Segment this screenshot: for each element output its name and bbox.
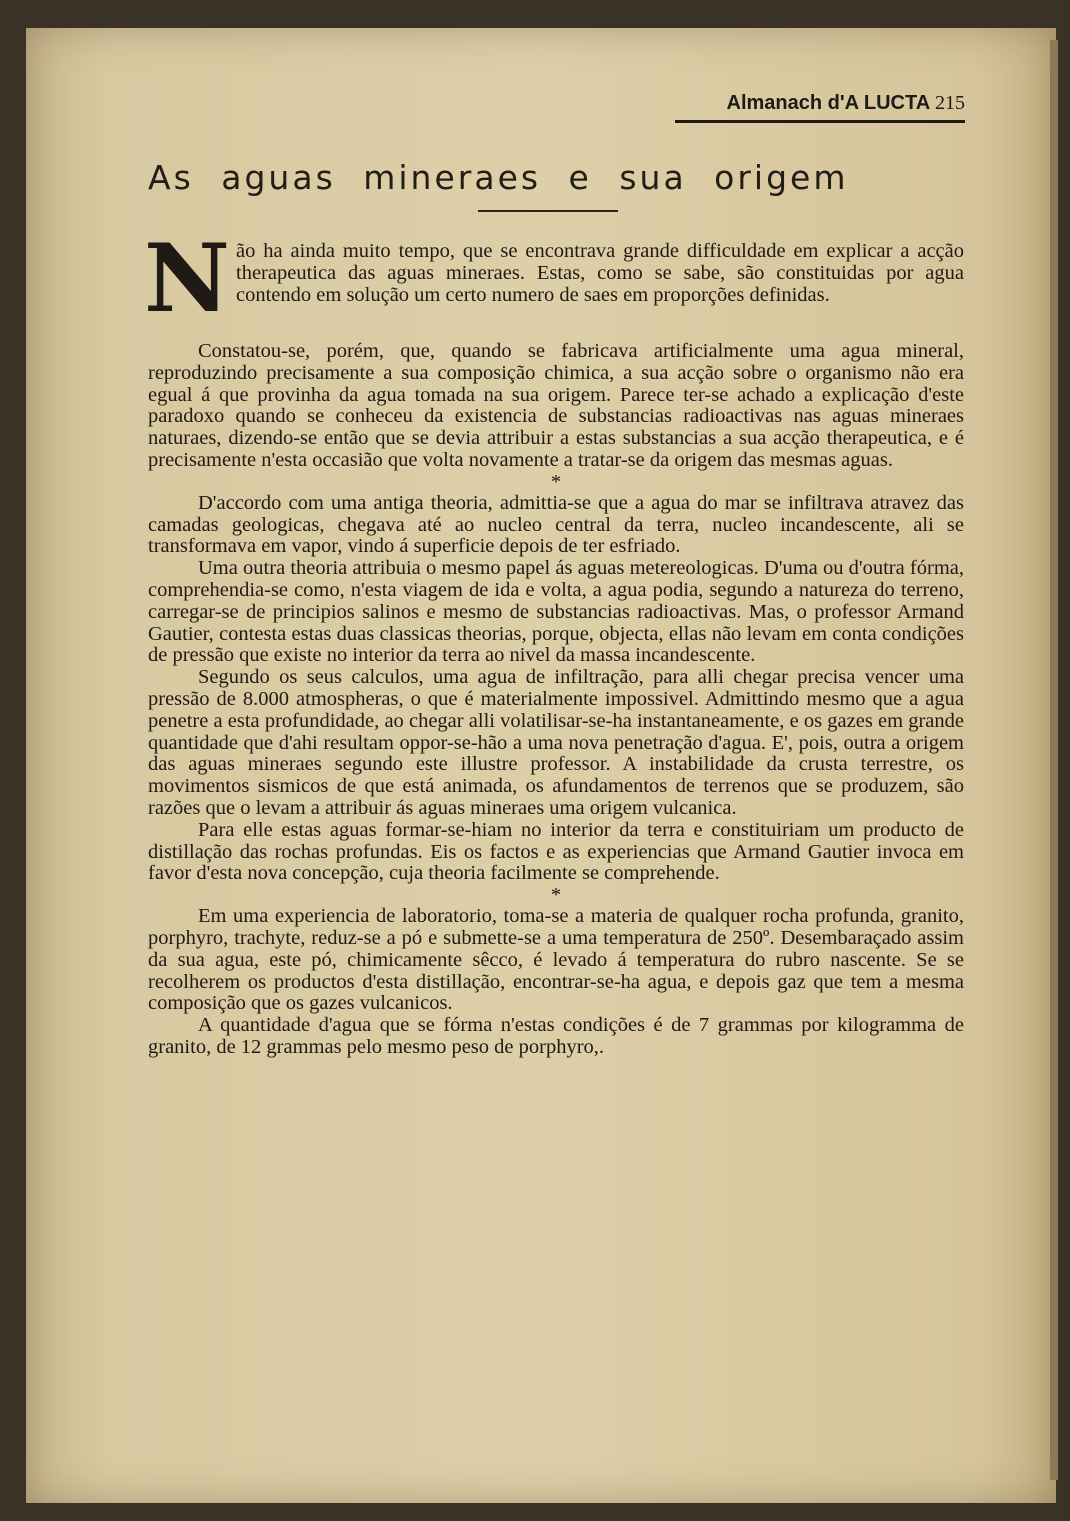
running-title: Almanach d'A LUCTA [726,92,930,114]
article-title: As aguas mineraes e sua origem [148,158,849,197]
drop-capital: N [144,224,230,334]
paragraph: Uma outra theoria attribuia o mesmo papel ás aguas metereologicas. D'uma ou d'outra fórma, comprehendia-se como, n'esta viagem de ida e volta, a agua podia, segundo a natureza do terreno, carregar-se de principios salinos e mesmo de substancias radioactivas. Mas, o professor Armand Gautier, contesta estas duas classicas theorias, porque, objecta, ellas não levam em conta condições de pressão que existe no interior da terra ao nivel da massa incandescente. [148,557,964,667]
section-separator: * [550,470,562,493]
paragraph: Segundo os seus calculos, uma agua de infiltração, para alli chegar precisa vencer uma pressão de 8.000 atmospheras, o que é materialmente impossivel. Admittindo mesmo que a agua penetre a esta profundidade, ao chegar alli volatilisar-se-ha instantaneamente, e os gazes em grande quantidade que d'ahi resultam oppor-se-hão a uma nova penetração d'agua. E', pois, outra a origem das aguas mineraes segundo este illustre professor. A instabilidade da crusta terrestre, os movimentos sismicos de que está animada, os afundamentos de terrenos que se produzem, são razões que o levam a attribuir ás aguas mineraes uma origem vulcanica. [148,666,964,819]
paragraph: D'accordo com uma antiga theoria, admittia-se que a agua do mar se infiltrava atravez das camadas geologicas, chegava até ao nucleo central da terra, nucleo incandescente, ali se transformava em vapor, vindo á superficie depois de ter esfriado. [148,491,964,558]
page-number: 215 [935,92,965,114]
page-edge [1050,40,1058,1480]
paragraph: Para elle estas aguas formar-se-hiam no interior da terra e constituiriam um producto de distillação das rochas profundas. Eis os factos e as experiencias que Armand Gautier invoca em favor d'esta nova concepção, cuja theoria facilmente se comprehende. [148,818,964,885]
header-rule [675,120,965,123]
paragraph: Constatou-se, porém, que, quando se fabricava artificialmente uma agua mineral, reproduzindo precisamente a sua composição chimica, a sua acção sobre o organismo não era egual á que provinha da agua tomada na sua origem. Parece ter-se achado a explicação d'este paradoxo quando se conheceu da existencia de substancias radioactivas nas aguas mineraes naturaes, dizendo-se então que se devia attribuir a estas substancias a sua acção therapeutica, e é precisamente n'esta occasião que volta novamente a tratar-se da origem das mesmas aguas. [148,340,964,471]
paragraph: ão ha ainda muito tempo, que se encontrava grande difficuldade em explicar a acção therapeutica das aguas mineraes. Estas, como se sabe, são constituidas por agua contendo em solução um certo numero de saes em proporções definidas. [236,240,964,306]
paragraph: Em uma experiencia de laboratorio, toma-se a materia de qualquer rocha profunda, granito, porphyro, trachyte, reduz-se a pó e submette-se a uma temperatura de 250º. Desembaraçado assim da sua agua, este pó, chimicamente sêcco, é levado á temperatura do rubro nascente. Se se recolherem os productos d'esta distillação, encontrar-se-ha agua, e depois gaz que tem a mesma composição que os gazes vulcanicos. [148,905,964,1015]
section-separator: * [550,884,562,907]
paragraph: A quantidade d'agua que se fórma n'estas condições é de 7 grammas por kilogramma de granito, de 12 grammas pelo mesmo peso de porphyro,. [148,1014,964,1058]
intro-paragraph [236,241,964,306]
article-body [148,341,964,1059]
running-header [600,92,965,115]
title-divider [478,210,618,212]
